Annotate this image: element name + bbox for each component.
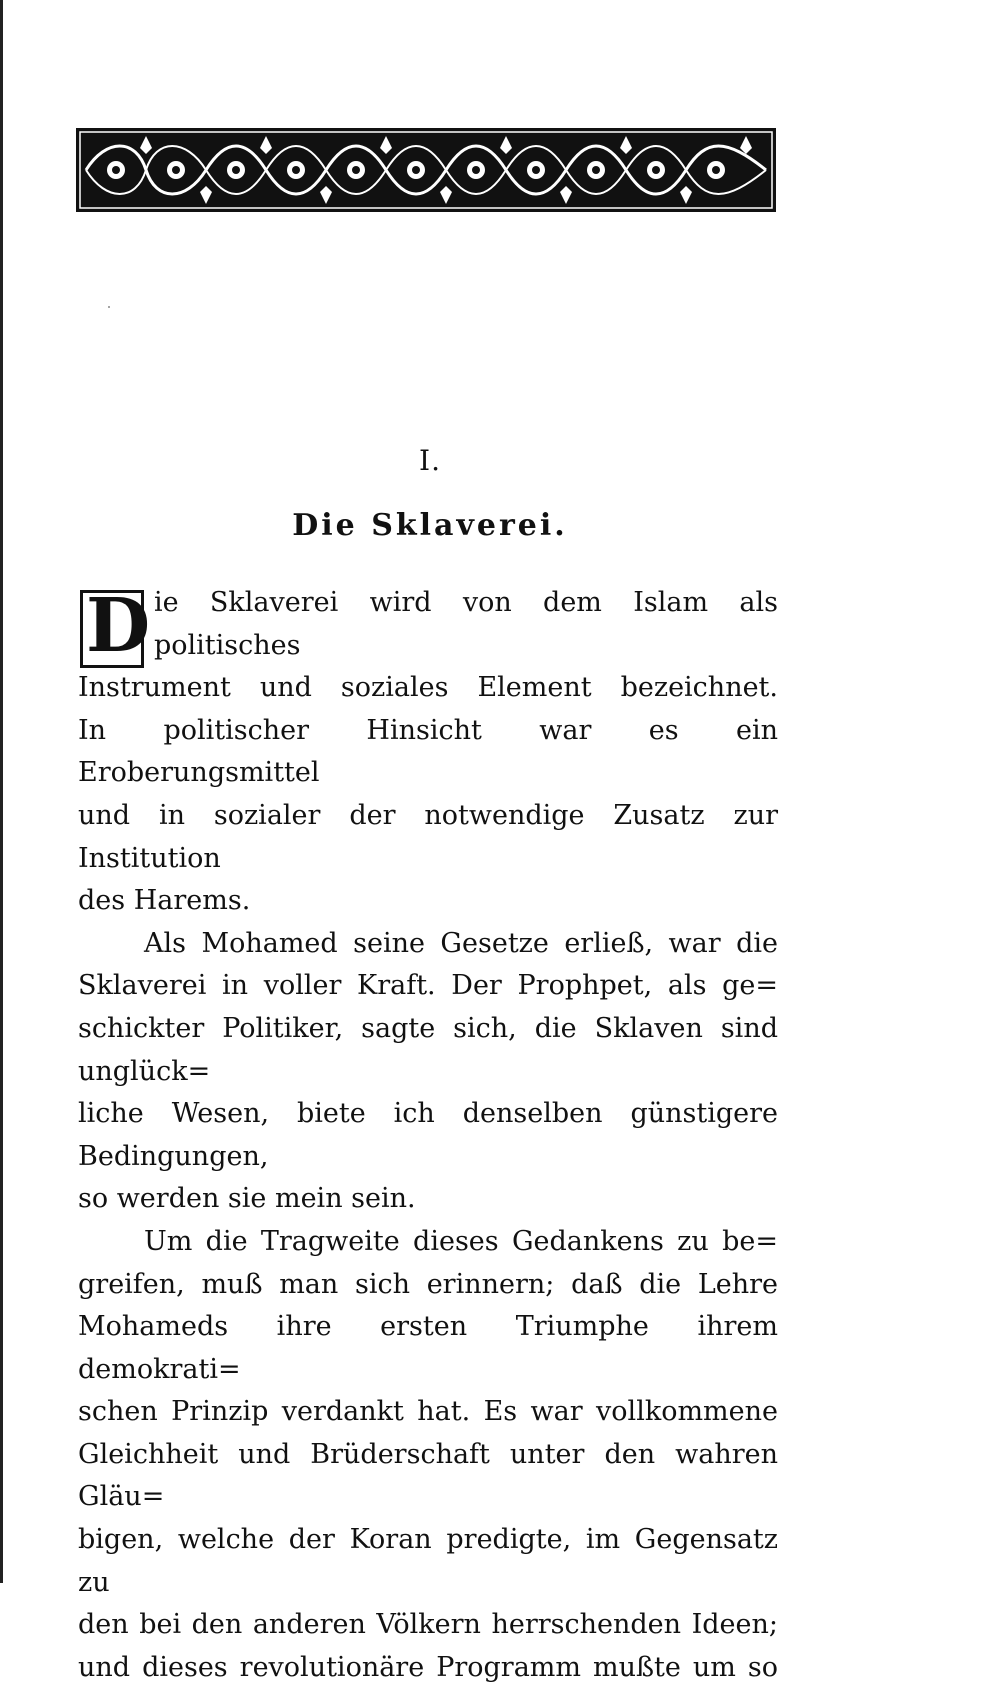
text-line: In politischer Hinsicht war es ein Eroberungsmittel (78, 714, 778, 789)
chapter-title: Die Sklaverei. (292, 508, 568, 543)
paragraph-1 (78, 582, 778, 923)
text-line: schen Prinzip verdankt hat. Es war vollkommene (78, 1396, 778, 1428)
text-line: ie Sklaverei wird von dem Islam als politisches (154, 587, 778, 661)
text-line: Instrument und soziales Element bezeichnet. (78, 672, 778, 704)
text-line: und dieses revolutionäre Programm mußte um so (78, 1651, 778, 1683)
text-line: Als Mohamed seine Gesetze erließ, war die (144, 927, 778, 959)
text-line: bigen, welche der Koran predigte, im Gegensatz zu (78, 1524, 778, 1598)
text-line: des Harems. (78, 885, 251, 917)
text-line: schickter Politiker, sagte sich, die Sklaven sind unglück= (78, 1012, 778, 1087)
dropcap-letter: D (86, 583, 151, 669)
text-line: Gleichheit und Brüderschaft unter den wahren Gläu= (78, 1438, 778, 1513)
text-line: Sklaverei in voller Kraft. Der Prophpet, als ge= (78, 970, 778, 1002)
body-text (78, 582, 778, 1689)
paragraph-2 (78, 923, 778, 1221)
text-line: Mohameds ihre ersten Triumphe ihrem demokrati= (78, 1311, 778, 1385)
decorative-header-band-icon (76, 128, 776, 212)
text-line: so werden sie mein sein. (78, 1183, 416, 1215)
dropcap (80, 583, 151, 669)
text-line: greifen, muß man sich erinnern; daß die Lehre (78, 1268, 778, 1300)
text-line: liche Wesen, biete ich denselben günstigere Bedingungen, (78, 1098, 778, 1172)
paragraph-3 (78, 1221, 778, 1689)
text-line: Um die Tragweite dieses Gedankens zu be= (144, 1225, 778, 1257)
text-line: und in sozialer der notwendige Zusatz zur Institution (78, 799, 778, 874)
chapter-number: I. (419, 444, 441, 477)
page-speck (108, 306, 110, 308)
page-left-edge (0, 0, 3, 1583)
text-line: den bei den anderen Völkern herrschenden Ideen; (78, 1609, 778, 1641)
